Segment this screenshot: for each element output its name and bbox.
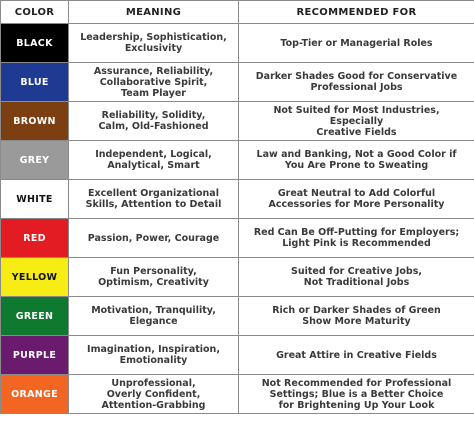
recommended-cell — [239, 297, 474, 336]
color-swatch: WHITE — [1, 180, 69, 219]
meaning-text: Passion, Power, Courage — [87, 232, 220, 244]
table-row — [1, 141, 474, 180]
recommended-text: Not Suited for Most Industries, Especially Creative Fields — [273, 104, 440, 138]
header-meaning: MEANING — [69, 1, 239, 24]
recommended-text: Darker Shades Good for Conservative Professional Jobs — [255, 71, 458, 93]
recommended-cell — [239, 24, 474, 63]
table-row — [1, 258, 474, 297]
meaning-cell — [69, 219, 239, 258]
meaning-cell — [69, 24, 239, 63]
meaning-text: Reliability, Solidity, Calm, Old-Fashioned — [98, 110, 209, 132]
header-row — [1, 1, 474, 24]
meaning-text: Imagination, Inspiration, Emotionality — [87, 344, 220, 366]
recommended-cell — [239, 258, 474, 297]
meaning-text: Unprofessional, Overly Confident, Attention-Grabbing — [101, 377, 206, 411]
meaning-text: Assurance, Reliability, Collaborative Spirit, Team Player — [93, 65, 214, 99]
meaning-cell — [69, 180, 239, 219]
header-recommended: RECOMMENDED FOR — [239, 1, 474, 24]
recommended-cell — [239, 63, 474, 102]
table-row — [1, 63, 474, 102]
meaning-cell — [69, 336, 239, 375]
meaning-cell — [69, 63, 239, 102]
table-row — [1, 375, 474, 414]
recommended-cell — [239, 375, 474, 414]
recommended-text: Rich or Darker Shades of Green Show More Maturity — [272, 305, 441, 327]
table-row — [1, 297, 474, 336]
meaning-text: Fun Personality, Optimism, Creativity — [98, 266, 209, 288]
meaning-text: Independent, Logical, Analytical, Smart — [95, 149, 212, 171]
recommended-text: Red Can Be Off-Putting for Employers; Light Pink is Recommended — [253, 227, 460, 249]
color-swatch: GREEN — [1, 297, 69, 336]
meaning-text: Leadership, Sophistication, Exclusivity — [80, 32, 227, 54]
meaning-cell — [69, 297, 239, 336]
recommended-text: Not Recommended for Professional Settings; Blue is a Better Choice for Brightening Up Your Look — [261, 377, 452, 411]
color-swatch: BLUE — [1, 63, 69, 102]
meaning-cell — [69, 375, 239, 414]
table-row — [1, 336, 474, 375]
color-swatch: BROWN — [1, 102, 69, 141]
recommended-cell — [239, 102, 474, 141]
recommended-cell — [239, 336, 474, 375]
color-swatch: YELLOW — [1, 258, 69, 297]
header-color: COLOR — [1, 1, 69, 24]
meaning-cell — [69, 258, 239, 297]
recommended-text: Top-Tier or Managerial Roles — [280, 37, 433, 49]
meaning-text: Excellent Organizational Skills, Attention to Detail — [85, 188, 222, 210]
meaning-text: Motivation, Tranquility, Elegance — [91, 305, 216, 327]
table-row — [1, 24, 474, 63]
table-row — [1, 102, 474, 141]
recommended-cell — [239, 219, 474, 258]
color-swatch: ORANGE — [1, 375, 69, 414]
table-row — [1, 180, 474, 219]
color-swatch: RED — [1, 219, 69, 258]
table-body — [1, 24, 474, 414]
recommended-text: Great Neutral to Add Colorful Accessories for More Personality — [268, 188, 445, 210]
meaning-cell — [69, 102, 239, 141]
meaning-cell — [69, 141, 239, 180]
recommended-cell — [239, 180, 474, 219]
color-swatch: GREY — [1, 141, 69, 180]
recommended-text: Great Attire in Creative Fields — [276, 349, 437, 361]
recommended-cell — [239, 141, 474, 180]
color-swatch: BLACK — [1, 24, 69, 63]
table-row — [1, 219, 474, 258]
color-swatch: PURPLE — [1, 336, 69, 375]
recommended-text: Law and Banking, Not a Good Color if You Are Prone to Sweating — [256, 149, 457, 171]
recommended-text: Suited for Creative Jobs, Not Traditional Jobs — [291, 266, 422, 288]
